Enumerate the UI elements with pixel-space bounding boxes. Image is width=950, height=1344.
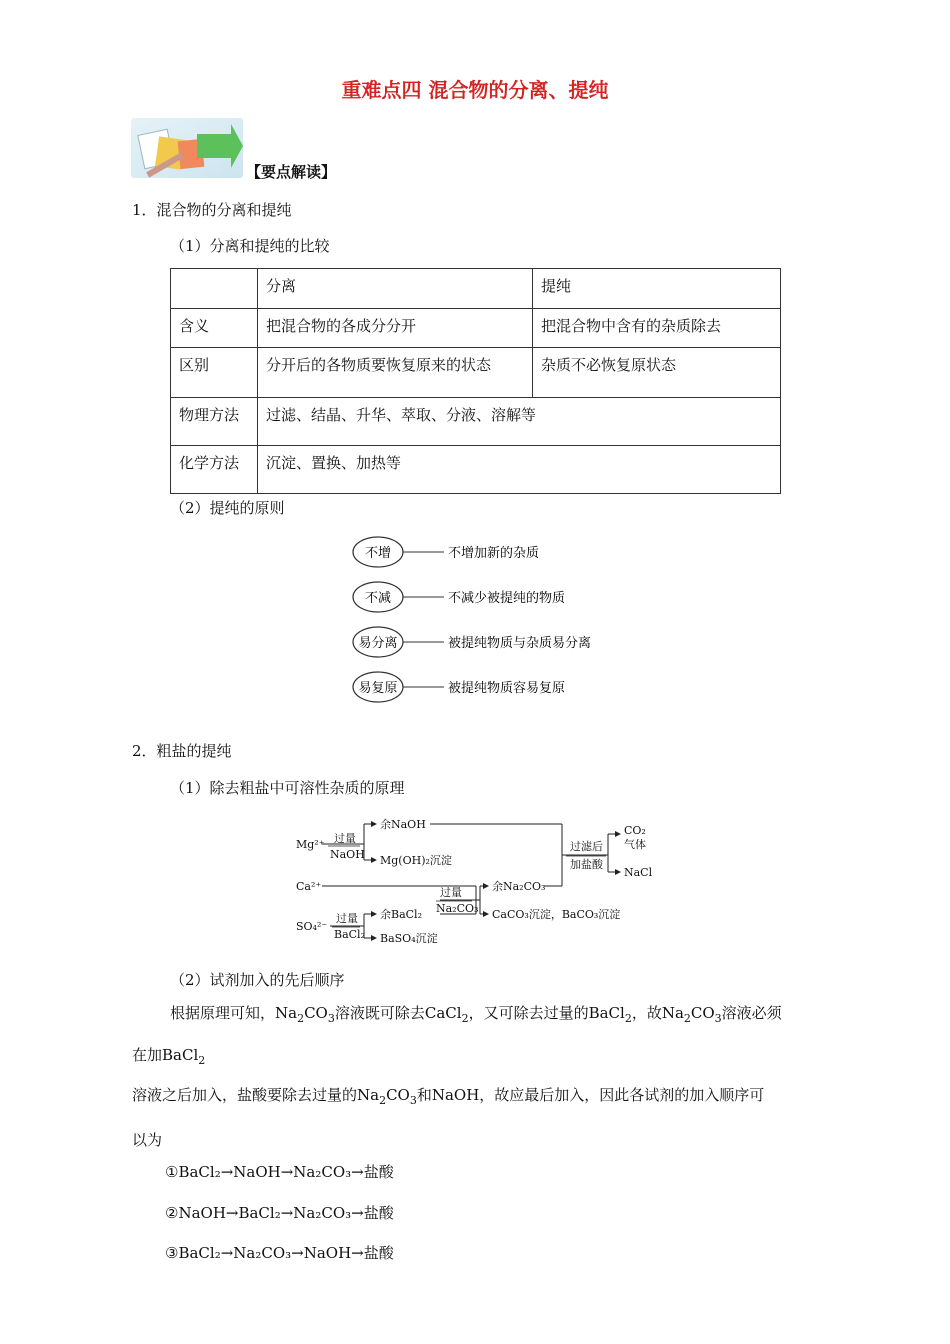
table-cell: 过滤、结晶、升华、萃取、分液、溶解等	[258, 398, 781, 446]
table-row	[171, 348, 781, 398]
table-cell: 含义	[171, 309, 258, 348]
section-1-heading: 1．混合物的分离和提纯	[132, 201, 292, 219]
principle-desc: 被提纯物质与杂质易分离	[448, 636, 592, 651]
order-item: ③BaCl₂→Na₂CO₃→NaOH→盐酸	[165, 1244, 394, 1262]
product-mgoh2: Mg(OH)₂沉淀	[380, 854, 452, 867]
principle-key: 不增	[364, 546, 392, 561]
principle-desc: 不减少被提纯的物质	[448, 591, 566, 606]
label-excess: 过量	[440, 886, 462, 899]
label-after-filter: 过滤后	[570, 840, 603, 853]
order-item: ①BaCl₂→NaOH→Na₂CO₃→盐酸	[165, 1163, 394, 1181]
ion-mg: Mg²⁺	[296, 838, 325, 851]
table-cell: 沉淀、置换、加热等	[258, 446, 781, 494]
ion-so4: SO₄²⁻	[296, 920, 328, 933]
principle-desc: 不增加新的杂质	[448, 546, 540, 561]
product-co2: CO₂	[624, 824, 646, 837]
paragraph-line-1: 根据原理可知，$Na_2CO_3$溶液既可除去CaCl$_2$，又可除去过量的BaCl$_2$，故$Na_2CO_3$溶液必须	[170, 1004, 782, 1025]
principle-desc: 被提纯物质容易复原	[448, 681, 566, 696]
paragraph-line-3: 溶液之后加入，盐酸要除去过量的$Na_2CO_3$和NaOH，故应最后加入，因此各试剂的加入顺序可	[132, 1086, 765, 1107]
ion-ca: Ca²⁺	[296, 880, 322, 893]
principle-key: 易分离	[358, 636, 398, 651]
principle-key: 不减	[364, 591, 392, 606]
section-heading: 【要点解读】	[246, 163, 337, 181]
product-nacl: NaCl	[624, 866, 653, 879]
table-row	[171, 446, 781, 494]
label-add-hcl: 加盐酸	[570, 858, 603, 871]
product-rem-bacl2: 余BaCl₂	[380, 908, 422, 921]
principle-item	[353, 537, 539, 567]
subsection-1-2: （2）提纯的原则	[170, 499, 285, 517]
product-rem-na2co3: 余Na₂CO₃	[492, 880, 546, 893]
clipart-image	[131, 118, 243, 178]
table-cell: 把混合物中含有的杂质除去	[533, 309, 781, 348]
paragraph-line-2: 在加BaCl$_2$	[132, 1046, 206, 1067]
page-title: 重难点四 混合物的分离、提纯	[341, 78, 609, 102]
table-cell: 杂质不必恢复原状态	[533, 348, 781, 398]
section-2-heading: 2．粗盐的提纯	[132, 742, 232, 760]
subsection-2-2: （2）试剂加入的先后顺序	[170, 971, 345, 989]
product-baso4: BaSO₄沉淀	[380, 932, 438, 945]
principle-key: 易复原	[358, 681, 398, 696]
subsection-2-1: （1）除去粗盐中可溶性杂质的原理	[170, 779, 405, 797]
product-rem-naoh: 余NaOH	[380, 818, 426, 831]
principle-item	[353, 582, 565, 612]
table-header-row	[171, 269, 781, 309]
principles-diagram	[340, 530, 620, 710]
label-excess: 过量	[334, 832, 356, 845]
table-header-cell: 提纯	[533, 269, 781, 309]
comparison-table	[170, 268, 781, 494]
reagent-naoh: NaOH	[330, 848, 365, 861]
table-header-cell: 分离	[258, 269, 533, 309]
reagent-na2co3: Na₂CO₃	[436, 902, 479, 915]
table-header-cell	[171, 269, 258, 309]
table-cell: 区别	[171, 348, 258, 398]
table-cell: 物理方法	[171, 398, 258, 446]
table-cell: 把混合物的各成分分开	[258, 309, 533, 348]
subsection-1-1: （1）分离和提纯的比较	[170, 237, 330, 255]
order-item: ②NaOH→BaCl₂→Na₂CO₃→盐酸	[165, 1204, 394, 1222]
purification-flow-diagram	[290, 810, 670, 955]
paragraph-line-4: 以为	[132, 1131, 163, 1149]
table-row	[171, 398, 781, 446]
table-cell: 分开后的各物质要恢复原来的状态	[258, 348, 533, 398]
label-excess: 过量	[336, 912, 358, 925]
table-row	[171, 309, 781, 348]
principle-item	[353, 627, 591, 657]
reagent-bacl2: BaCl₂	[334, 928, 365, 941]
table-cell: 化学方法	[171, 446, 258, 494]
label-gas: 气体	[624, 838, 646, 851]
principle-item	[353, 672, 565, 702]
product-caco3: CaCO₃沉淀，BaCO₃沉淀	[492, 908, 621, 921]
